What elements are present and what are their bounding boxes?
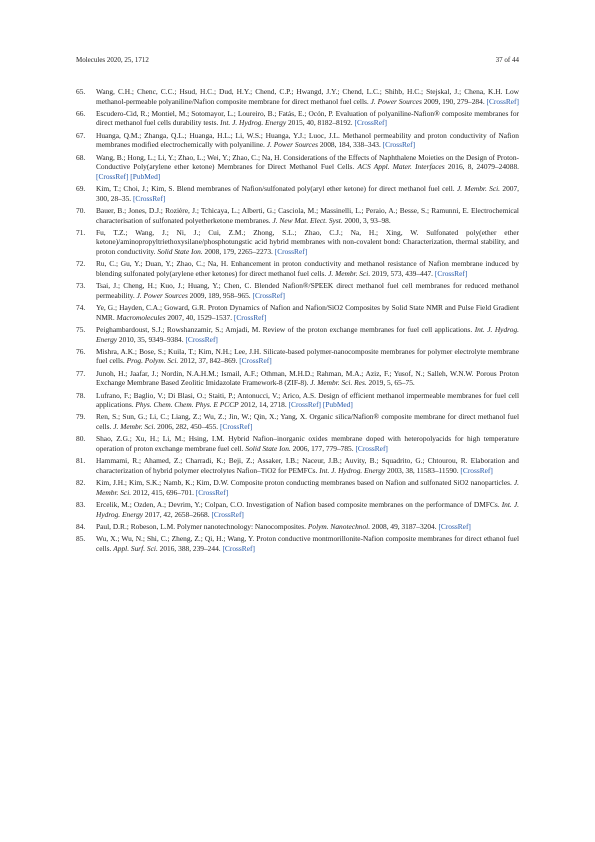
reference-item bbox=[76, 184, 519, 203]
reference-journal: Solid State Ion. bbox=[245, 443, 291, 453]
reference-citation: 2012, 37, 842–869. bbox=[178, 356, 240, 366]
reference-citation: 2003, 38, 11583–11590. bbox=[385, 465, 461, 475]
crossref-link[interactable]: [CrossRef] bbox=[438, 521, 471, 531]
reference-text: Kim, T.; Choi, J.; Kim, S. Blend membranes of Nafion/sulfonated poly(aryl ether ketone) for direct methanol fuel cell. bbox=[96, 184, 457, 194]
reference-list bbox=[76, 87, 519, 556]
reference-text: Junoh, H.; Jaafar, J.; Nordin, N.A.H.M.; Ismail, A.F.; Othman, M.H.D.; Rahman, M.A.; Aziz, F.; Yusof, N.; Salleh, W.N.W. Porous Proton Exchange Membrane Based Zeolitic Imidazolate Framework-8 (ZIF-8). bbox=[96, 368, 519, 388]
reference-journal: J. Power Sources bbox=[136, 290, 188, 300]
reference-journal: J. New Mat. Elect. Syst. bbox=[272, 215, 343, 225]
reference-text: Ercelik, M.; Ozden, A.; Devrim, Y.; Colpan, C.O. Investigation of Nafion based composite membranes on the performance of DMFCs. bbox=[96, 499, 502, 509]
reference-citation: 2012, 14, 2718. bbox=[238, 400, 289, 410]
reference-item bbox=[76, 478, 519, 497]
reference-journal: Polym. Nanotechnol. bbox=[307, 521, 371, 531]
reference-number: 80. bbox=[76, 434, 86, 444]
reference-item bbox=[76, 206, 519, 225]
reference-citation: 2017, 42, 2658–2668. bbox=[143, 509, 212, 519]
reference-item bbox=[76, 281, 519, 300]
reference-text: Tsai, J.; Cheng, H.; Kuo, J.; Huang, Y.; Chen, C. Blended Nafion®/SPEEK direct methanol fuel cell membranes for reduced methanol permeability. bbox=[96, 281, 519, 300]
reference-text: Escudero-Cid, R.; Montiel, M.; Sotomayor, L.; Loureiro, B.; Fatás, E.; Ocón, P. Evaluation of polyaniline-Nafion® composite membranes for direct methanol fuel cells durability tests. bbox=[96, 108, 519, 128]
crossref-link[interactable]: [CrossRef] bbox=[239, 356, 272, 366]
reference-item bbox=[76, 522, 519, 532]
crossref-link[interactable]: [CrossRef] bbox=[132, 193, 166, 203]
crossref-link[interactable]: [CrossRef] bbox=[195, 487, 229, 497]
page-number: 37 of 44 bbox=[495, 56, 519, 64]
reference-journal: Solid State Ion. bbox=[157, 247, 203, 257]
crossref-link[interactable]: [CrossRef] bbox=[434, 268, 468, 278]
reference-number: 68. bbox=[76, 152, 86, 162]
reference-citation: 2008, 184, 338–343. bbox=[318, 140, 383, 150]
reference-citation: 2007, 300, 28–35. bbox=[96, 184, 519, 203]
reference-citation: 2019, 573, 439–447. bbox=[370, 268, 435, 278]
crossref-link[interactable]: [CrossRef] bbox=[274, 247, 308, 257]
reference-item bbox=[76, 131, 519, 150]
reference-number: 70. bbox=[76, 205, 86, 215]
reference-item bbox=[76, 369, 519, 388]
reference-citation: 2016, 388, 239–244. bbox=[157, 543, 223, 553]
reference-text: Wang, C.H.; Chenc, C.C.; Hsud, H.C.; Dud, H.Y.; Chend, C.P.; Hwangd, J.Y.; Chend, L.C.; Shihb, H.C.; Stejskal, J.; Chena, K.H. Low methanol-permeable polyaniline/Nafion composite membrane for direct methanol fuel cells. bbox=[96, 87, 519, 106]
reference-journal: Int. J. Hydrog. Energy bbox=[96, 324, 519, 344]
reference-item bbox=[76, 434, 519, 453]
reference-text: Shao, Z.G.; Xu, H.; Li, M.; Hsing, I.M. Hybrid Nafion–inorganic oxides membrane doped with heteropolyacids for high temperature operation of proton exchange membrane fuel cell. bbox=[96, 434, 519, 453]
reference-text: Bauer, B.; Jones, D.J.; Rozière, J.; Tchicaya, L.; Alberti, G.; Casciola, M.; Massinelli, L.; Peraio, A.; Besse, S.; Ramunni, E. Electrochemical characterisation of sulfonated polyetherketone membranes. bbox=[96, 205, 519, 225]
reference-journal: Phys. Chem. Chem. Phys. E PCCP bbox=[135, 400, 239, 410]
reference-number: 69. bbox=[76, 184, 86, 194]
reference-citation: 2016, 8, 24079–24088. bbox=[444, 162, 519, 172]
reference-text: Kim, J.H.; Kim, S.K.; Namb, K.; Kim, D.W. Composite proton conducting membranes based on Nafion and sulfonated SiO2 nanoparticles. bbox=[96, 478, 514, 488]
page-header bbox=[76, 56, 519, 68]
reference-citation: 2000, 3, 93–98. bbox=[342, 215, 391, 225]
reference-text: Wu, X.; Wu, N.; Shi, C.; Zheng, Z.; Qi, H.; Wang, Y. Proton conductive montmorillonite-Nafion composite membranes for direct ethanol fuel cells. bbox=[96, 534, 519, 553]
crossref-link[interactable]: [CrossRef] bbox=[233, 312, 267, 322]
reference-item bbox=[76, 391, 519, 410]
reference-number: 82. bbox=[76, 478, 86, 488]
crossref-link[interactable]: [CrossRef] bbox=[220, 422, 253, 432]
reference-number: 77. bbox=[76, 368, 86, 378]
reference-text: Mishra, A.K.; Bose, S.; Kuila, T.; Kim, N.H.; Lee, J.H. Silicate-based polymer-nanocomposite membranes for polymer electrolyte membrane fuel cells. bbox=[96, 346, 519, 366]
reference-item bbox=[76, 534, 519, 553]
reference-citation: 2009, 190, 279–284. bbox=[421, 96, 487, 106]
reference-number: 66. bbox=[76, 108, 86, 118]
reference-number: 72. bbox=[76, 259, 86, 269]
reference-journal: J. Membr. Sci. bbox=[456, 184, 501, 194]
reference-citation: 2008, 179, 2265–2273. bbox=[202, 247, 275, 257]
reference-item bbox=[76, 456, 519, 475]
reference-number: 76. bbox=[76, 346, 86, 356]
reference-text: Fu, T.Z.; Wang, J.; Ni, J.; Cui, Z.M.; Zhong, S.L.; Zhao, C.J.; Na, H.; Xing, W. Sulfonated poly(ether ether ketone)/aminopropyltriethoxysilane/phosphotungstic acid hybrid membranes with non-covalent bond: Characterization, thermal stability, and proton conductivity. bbox=[96, 227, 519, 257]
reference-journal: J. Membr. Sci. Res. bbox=[310, 378, 367, 388]
reference-number: 67. bbox=[76, 130, 86, 140]
reference-citation: 2019, 5, 65–75. bbox=[366, 378, 415, 388]
reference-item bbox=[76, 109, 519, 128]
reference-journal: J. Power Sources bbox=[370, 96, 422, 106]
reference-journal: ACS Appl. Mater. Interfaces bbox=[357, 162, 445, 172]
reference-number: 81. bbox=[76, 456, 86, 466]
reference-text: Peighambardoust, S.J.; Rowshanzamir, S.; Amjadi, M. Review of the proton exchange membranes for fuel cell applications. bbox=[96, 324, 475, 334]
crossref-link[interactable]: [CrossRef] bbox=[222, 543, 255, 553]
reference-number: 65. bbox=[76, 87, 86, 96]
reference-text: Ye, G.; Hayden, C.A.; Goward, G.R. Proton Dynamics of Nafion and Nafion/SiO2 Composites by Solid State NMR and Pulse Field Gradient NMR. bbox=[96, 303, 519, 322]
reference-text: Ren, S.; Sun, G.; Li, C.; Liang, Z.; Wu, Z.; Jin, W.; Qin, X.; Yang, X. Organic silica/Nafion® composite membrane for direct methanol fuel cells. bbox=[96, 412, 519, 432]
reference-number: 83. bbox=[76, 499, 86, 509]
reference-item bbox=[76, 87, 519, 106]
reference-number: 78. bbox=[76, 390, 86, 400]
reference-number: 74. bbox=[76, 303, 86, 313]
crossref-link[interactable]: [CrossRef] bbox=[486, 96, 519, 106]
pubmed-link[interactable]: [PubMed] bbox=[130, 171, 161, 181]
reference-journal: Int. J. Hydrog. Energy bbox=[96, 499, 519, 519]
crossref-link[interactable]: [CrossRef] bbox=[96, 171, 129, 181]
reference-number: 85. bbox=[76, 534, 86, 544]
pubmed-link[interactable]: [PubMed] bbox=[322, 400, 353, 410]
reference-journal: Int. J. Hydrog. Energy bbox=[220, 118, 287, 128]
reference-item bbox=[76, 259, 519, 278]
reference-text: Lufrano, F.; Baglio, V.; Di Blasi, O.; Staiti, P.; Antonucci, V.; Arico, A.S. Design of efficient methanol impermeable membranes for fuel cell applications. bbox=[96, 390, 519, 410]
reference-journal: J. Power Sources bbox=[266, 140, 318, 150]
reference-journal: Appl. Surf. Sci. bbox=[113, 543, 158, 553]
reference-item bbox=[76, 153, 519, 182]
crossref-link[interactable]: [CrossRef] bbox=[185, 334, 218, 344]
reference-text: Paul, D.R.; Robeson, L.M. Polymer nanotechnology: Nanocomposites. bbox=[96, 521, 308, 531]
reference-text: Hammami, R.; Ahamed, Z.; Charradi, K.; Beji, Z.; Assaker, I.B.; Naceur, J.B.; Auvity, B.; Squadrito, G.; Chtourou, R. Elaboration and characterization of hybrid polymer electrolytes Nafion–TiO2 for PEMFCs. bbox=[96, 456, 519, 475]
crossref-link[interactable]: [CrossRef] bbox=[252, 290, 285, 300]
journal-citation-header: Molecules 2020, 25, 1712 bbox=[76, 56, 149, 64]
crossref-link[interactable]: [CrossRef] bbox=[382, 140, 416, 150]
reference-item bbox=[76, 500, 519, 519]
crossref-link[interactable]: [CrossRef] bbox=[460, 465, 493, 475]
reference-journal: Prog. Polym. Sci. bbox=[126, 356, 179, 366]
reference-journal: J. Membr. Sci. bbox=[113, 422, 156, 432]
reference-citation: 2015, 40, 8182–8192. bbox=[286, 118, 355, 128]
reference-item bbox=[76, 412, 519, 431]
reference-item bbox=[76, 347, 519, 366]
reference-citation: 2012, 415, 696–701. bbox=[131, 487, 196, 497]
reference-journal: J. Membr. Sci. bbox=[96, 478, 519, 497]
crossref-link[interactable]: [CrossRef] bbox=[355, 443, 388, 453]
reference-item bbox=[76, 228, 519, 257]
reference-journal: Macromolecules bbox=[116, 312, 166, 322]
reference-item bbox=[76, 303, 519, 322]
reference-number: 75. bbox=[76, 324, 86, 334]
reference-item bbox=[76, 325, 519, 344]
reference-text: Ru, C.; Gu, Y.; Duan, Y.; Zhao, C.; Na, H. Enhancement in proton conductivity and methanol resistance of Nafion membrane induced by blending sulfonated poly(arylene ether ketones) for direct methanol fuel cells. bbox=[96, 259, 519, 278]
reference-journal: Int. J. Hydrog. Energy bbox=[319, 465, 386, 475]
reference-number: 79. bbox=[76, 412, 86, 422]
crossref-link[interactable]: [CrossRef] bbox=[211, 509, 244, 519]
reference-citation: 2006, 177, 779–785. bbox=[290, 443, 356, 453]
reference-citation: 2010, 35, 9349–9384. bbox=[117, 334, 186, 344]
reference-citation: 2009, 189, 958–965. bbox=[187, 290, 253, 300]
reference-citation: 2007, 40, 1529–1537. bbox=[165, 312, 234, 322]
reference-number: 73. bbox=[76, 281, 86, 291]
reference-text: Wang, B.; Hong, L.; Li, Y.; Zhao, L.; Wei, Y.; Zhao, C.; Na, H. Considerations of the Effects of Naphthalene Moieties on the Design of Proton-Conductive Poly(arylene ether ketone) Membranes for Direct Methanol Fuel Cells. bbox=[96, 152, 519, 172]
reference-citation: 2008, 49, 3187–3204. bbox=[370, 521, 439, 531]
reference-text: Huanga, Q.M.; Zhanga, Q.L.; Huanga, H.L.; Li, W.S.; Huanga, Y.J.; Luoc, J.L. Methanol permeability and proton conductivity of Nafion membranes modified electrochemically with polyaniline. bbox=[96, 130, 519, 150]
reference-citation: 2006, 282, 450–455. bbox=[155, 422, 220, 432]
reference-number: 71. bbox=[76, 227, 86, 237]
reference-number: 84. bbox=[76, 521, 86, 531]
crossref-link[interactable]: [CrossRef] bbox=[354, 118, 387, 128]
reference-journal: J. Membr. Sci. bbox=[328, 268, 371, 278]
crossref-link[interactable]: [CrossRef] bbox=[288, 400, 321, 410]
